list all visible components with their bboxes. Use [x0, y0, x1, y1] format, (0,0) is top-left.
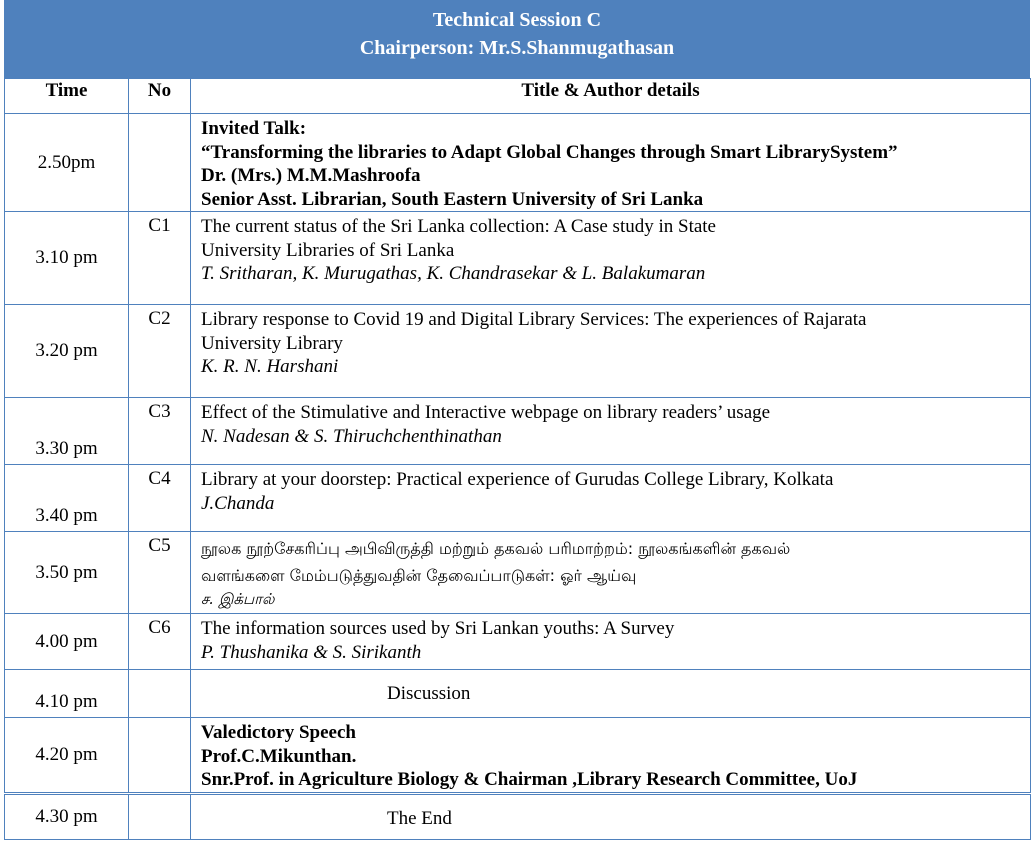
speaker-name: Prof.C.Mikunthan.	[201, 745, 357, 767]
table-row	[5, 305, 1031, 398]
session-header	[4, 0, 1030, 78]
title-cell	[191, 212, 1031, 305]
speaker-affiliation: Snr.Prof. in Agriculture Biology & Chairman ,Library Research Committee, UoJ	[201, 769, 858, 790]
paper-no-cell: C1	[129, 212, 191, 305]
paper-title: Effect of the Stimulative and Interactive webpage on library readers’ usage	[201, 402, 771, 423]
column-header-time: Time	[5, 79, 129, 114]
table-row	[5, 212, 1031, 305]
paper-authors: T. Sritharan, K. Murugathas, K. Chandrasekar & L. Balakumaran	[201, 263, 706, 284]
paper-title: Library response to Covid 19 and Digital Library Services: The experiences of Rajarata	[201, 309, 867, 330]
table-row	[5, 114, 1031, 212]
paper-authors: K. R. N. Harshani	[201, 356, 339, 377]
paper-no-cell	[129, 793, 191, 839]
table-row	[5, 718, 1031, 794]
invited-talk-label: Invited Talk:	[201, 118, 307, 139]
title-cell	[191, 718, 1031, 794]
title-cell	[191, 614, 1031, 670]
paper-title: நூலக நூற்சேகரிப்பு அபிவிருத்தி மற்றும் தகவல் பரிமாற்றம்: நூலகங்களின் தகவல்	[201, 539, 791, 558]
paper-title-cont: வளங்களை மேம்படுத்துவதின் தேவைப்பாடுகள்: ஓர் ஆய்வு	[201, 566, 637, 585]
paper-no-cell: C5	[129, 532, 191, 614]
table-row	[5, 532, 1031, 614]
paper-authors: ச. இக்பால்	[201, 590, 275, 608]
time-cell: 3.30 pm	[5, 398, 129, 465]
title-cell	[191, 465, 1031, 532]
speaker-name: Dr. (Mrs.) M.M.Mashroofa	[201, 165, 421, 186]
title-cell	[191, 398, 1031, 465]
paper-authors: J.Chanda	[201, 492, 275, 514]
paper-title: The information sources used by Sri Lankan youths: A Survey	[201, 618, 675, 639]
title-cell	[191, 532, 1031, 614]
paper-no-cell: C6	[129, 614, 191, 670]
title-cell	[191, 114, 1031, 212]
paper-title-cont: University Libraries of Sri Lanka	[201, 239, 455, 261]
title-cell	[191, 305, 1031, 398]
paper-title: Library at your doorstep: Practical experience of Gurudas College Library, Kolkata	[201, 469, 834, 490]
paper-title-cont: University Library	[201, 332, 343, 354]
time-cell: 3.40 pm	[5, 465, 129, 532]
time-cell: 4.30 pm	[5, 793, 129, 839]
session-chairperson: Chairperson: Mr.S.Shanmugathasan	[359, 37, 675, 59]
discussion-cell: Discussion	[191, 670, 1031, 718]
paper-no-cell	[129, 670, 191, 718]
table-row	[5, 614, 1031, 670]
time-cell: 3.20 pm	[5, 305, 129, 398]
time-cell: 3.10 pm	[5, 212, 129, 305]
time-cell: 3.50 pm	[5, 532, 129, 614]
time-cell: 2.50pm	[5, 114, 129, 212]
session-title: Technical Session C	[432, 9, 602, 31]
speaker-affiliation: Senior Asst. Librarian, South Eastern University of Sri Lanka	[201, 188, 704, 210]
paper-authors: N. Nadesan & S. Thiruchchenthinathan	[201, 425, 502, 447]
paper-authors: P. Thushanika & S. Sirikanth	[201, 641, 422, 663]
paper-no-cell	[129, 114, 191, 212]
column-header-no: No	[129, 79, 191, 114]
time-cell: 4.20 pm	[5, 718, 129, 794]
time-cell: 4.00 pm	[5, 614, 129, 670]
paper-no-cell: C2	[129, 305, 191, 398]
the-end-cell: The End	[191, 793, 1031, 839]
table-row	[5, 465, 1031, 532]
column-header-title: Title & Author details	[191, 79, 1031, 114]
talk-title: “Transforming the libraries to Adapt Global Changes through Smart LibrarySystem”	[201, 141, 898, 163]
valedictory-label: Valedictory Speech	[201, 722, 356, 743]
paper-no-cell: C4	[129, 465, 191, 532]
table-row	[5, 398, 1031, 465]
paper-no-cell: C3	[129, 398, 191, 465]
schedule-table	[4, 78, 1031, 840]
paper-no-cell	[129, 718, 191, 794]
paper-title: The current status of the Sri Lanka collection: A Case study in State	[201, 216, 716, 237]
table-row	[5, 793, 1031, 839]
table-row	[5, 670, 1031, 718]
time-cell: 4.10 pm	[5, 670, 129, 718]
table-header-row	[5, 79, 1031, 114]
